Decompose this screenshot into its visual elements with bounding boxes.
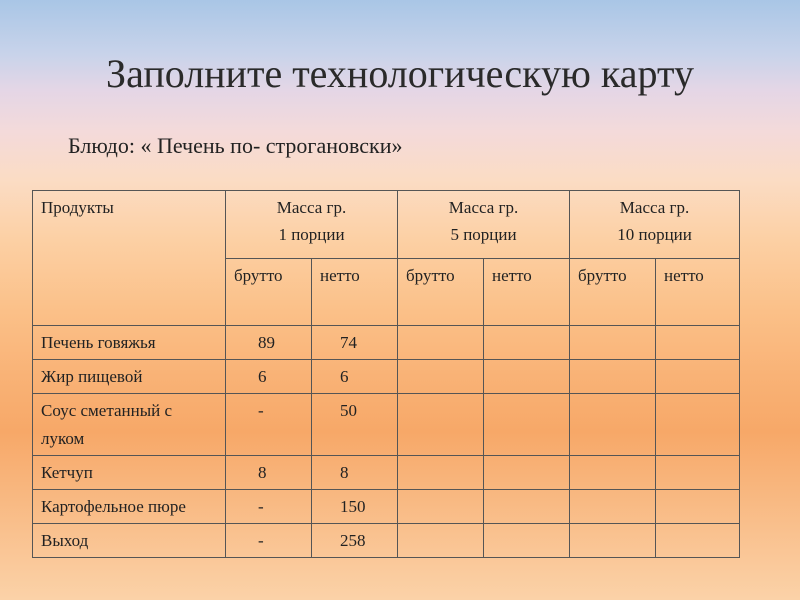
empty-cell — [398, 489, 484, 523]
table-row — [33, 394, 740, 455]
empty-cell — [570, 455, 656, 489]
empty-cell — [398, 326, 484, 360]
empty-cell — [656, 489, 740, 523]
dish-label: Блюдо: « Печень по- строгановски» — [68, 133, 403, 158]
header-netto-10: нетто — [656, 258, 740, 326]
netto-1-value: 8 — [312, 455, 398, 489]
empty-cell — [484, 455, 570, 489]
empty-cell — [570, 360, 656, 394]
header-group-5-line1: Масса гр. — [448, 198, 519, 217]
table-row-output — [33, 524, 740, 558]
empty-cell — [570, 326, 656, 360]
netto-1-value: 74 — [312, 326, 398, 360]
empty-cell — [656, 326, 740, 360]
header-brutto-10: брутто — [570, 258, 656, 326]
netto-1-value: 150 — [312, 489, 398, 523]
empty-cell — [570, 524, 656, 558]
empty-cell — [656, 394, 740, 455]
product-name: Выход — [33, 524, 226, 558]
netto-1-value: 50 — [312, 394, 398, 455]
header-netto-1: нетто — [312, 258, 398, 326]
brutto-1-value: 6 — [226, 360, 312, 394]
header-row-groups — [33, 191, 740, 259]
header-netto-5: нетто — [484, 258, 570, 326]
netto-1-value: 6 — [312, 360, 398, 394]
header-group-1-portion — [226, 191, 398, 259]
tech-card-table — [32, 190, 740, 558]
product-name: Картофельное пюре — [33, 489, 226, 523]
header-group-10-line1: Масса гр. — [619, 198, 690, 217]
table-row — [33, 455, 740, 489]
netto-1-value: 258 — [312, 524, 398, 558]
header-brutto-1: брутто — [226, 258, 312, 326]
empty-cell — [398, 360, 484, 394]
header-group-1-line1: Масса гр. — [276, 198, 347, 217]
table-row — [33, 360, 740, 394]
table-row — [33, 326, 740, 360]
header-group-5-line2: 5 порции — [450, 225, 517, 245]
brutto-1-value: 8 — [226, 455, 312, 489]
brutto-1-value: - — [226, 394, 312, 455]
product-name: Печень говяжья — [33, 326, 226, 360]
product-name: Жир пищевой — [33, 360, 226, 394]
header-group-1-line2: 1 порции — [278, 225, 345, 245]
empty-cell — [570, 489, 656, 523]
empty-cell — [570, 394, 656, 455]
header-group-10-line2: 10 порции — [617, 225, 692, 245]
empty-cell — [484, 360, 570, 394]
brutto-1-value: - — [226, 489, 312, 523]
table-row — [33, 489, 740, 523]
header-group-5-portion — [398, 191, 570, 259]
empty-cell — [656, 360, 740, 394]
empty-cell — [484, 326, 570, 360]
brutto-1-value: - — [226, 524, 312, 558]
empty-cell — [484, 524, 570, 558]
empty-cell — [398, 524, 484, 558]
product-name: Кетчуп — [33, 455, 226, 489]
brutto-1-value: 89 — [226, 326, 312, 360]
header-group-10-portion — [570, 191, 740, 259]
empty-cell — [398, 455, 484, 489]
page-title: Заполните технологическую карту — [106, 51, 694, 96]
empty-cell — [484, 489, 570, 523]
empty-cell — [398, 394, 484, 455]
empty-cell — [656, 524, 740, 558]
empty-cell — [656, 455, 740, 489]
header-products: Продукты — [33, 191, 226, 326]
empty-cell — [484, 394, 570, 455]
header-brutto-5: брутто — [398, 258, 484, 326]
product-name: Соус сметанный с луком — [33, 394, 226, 455]
